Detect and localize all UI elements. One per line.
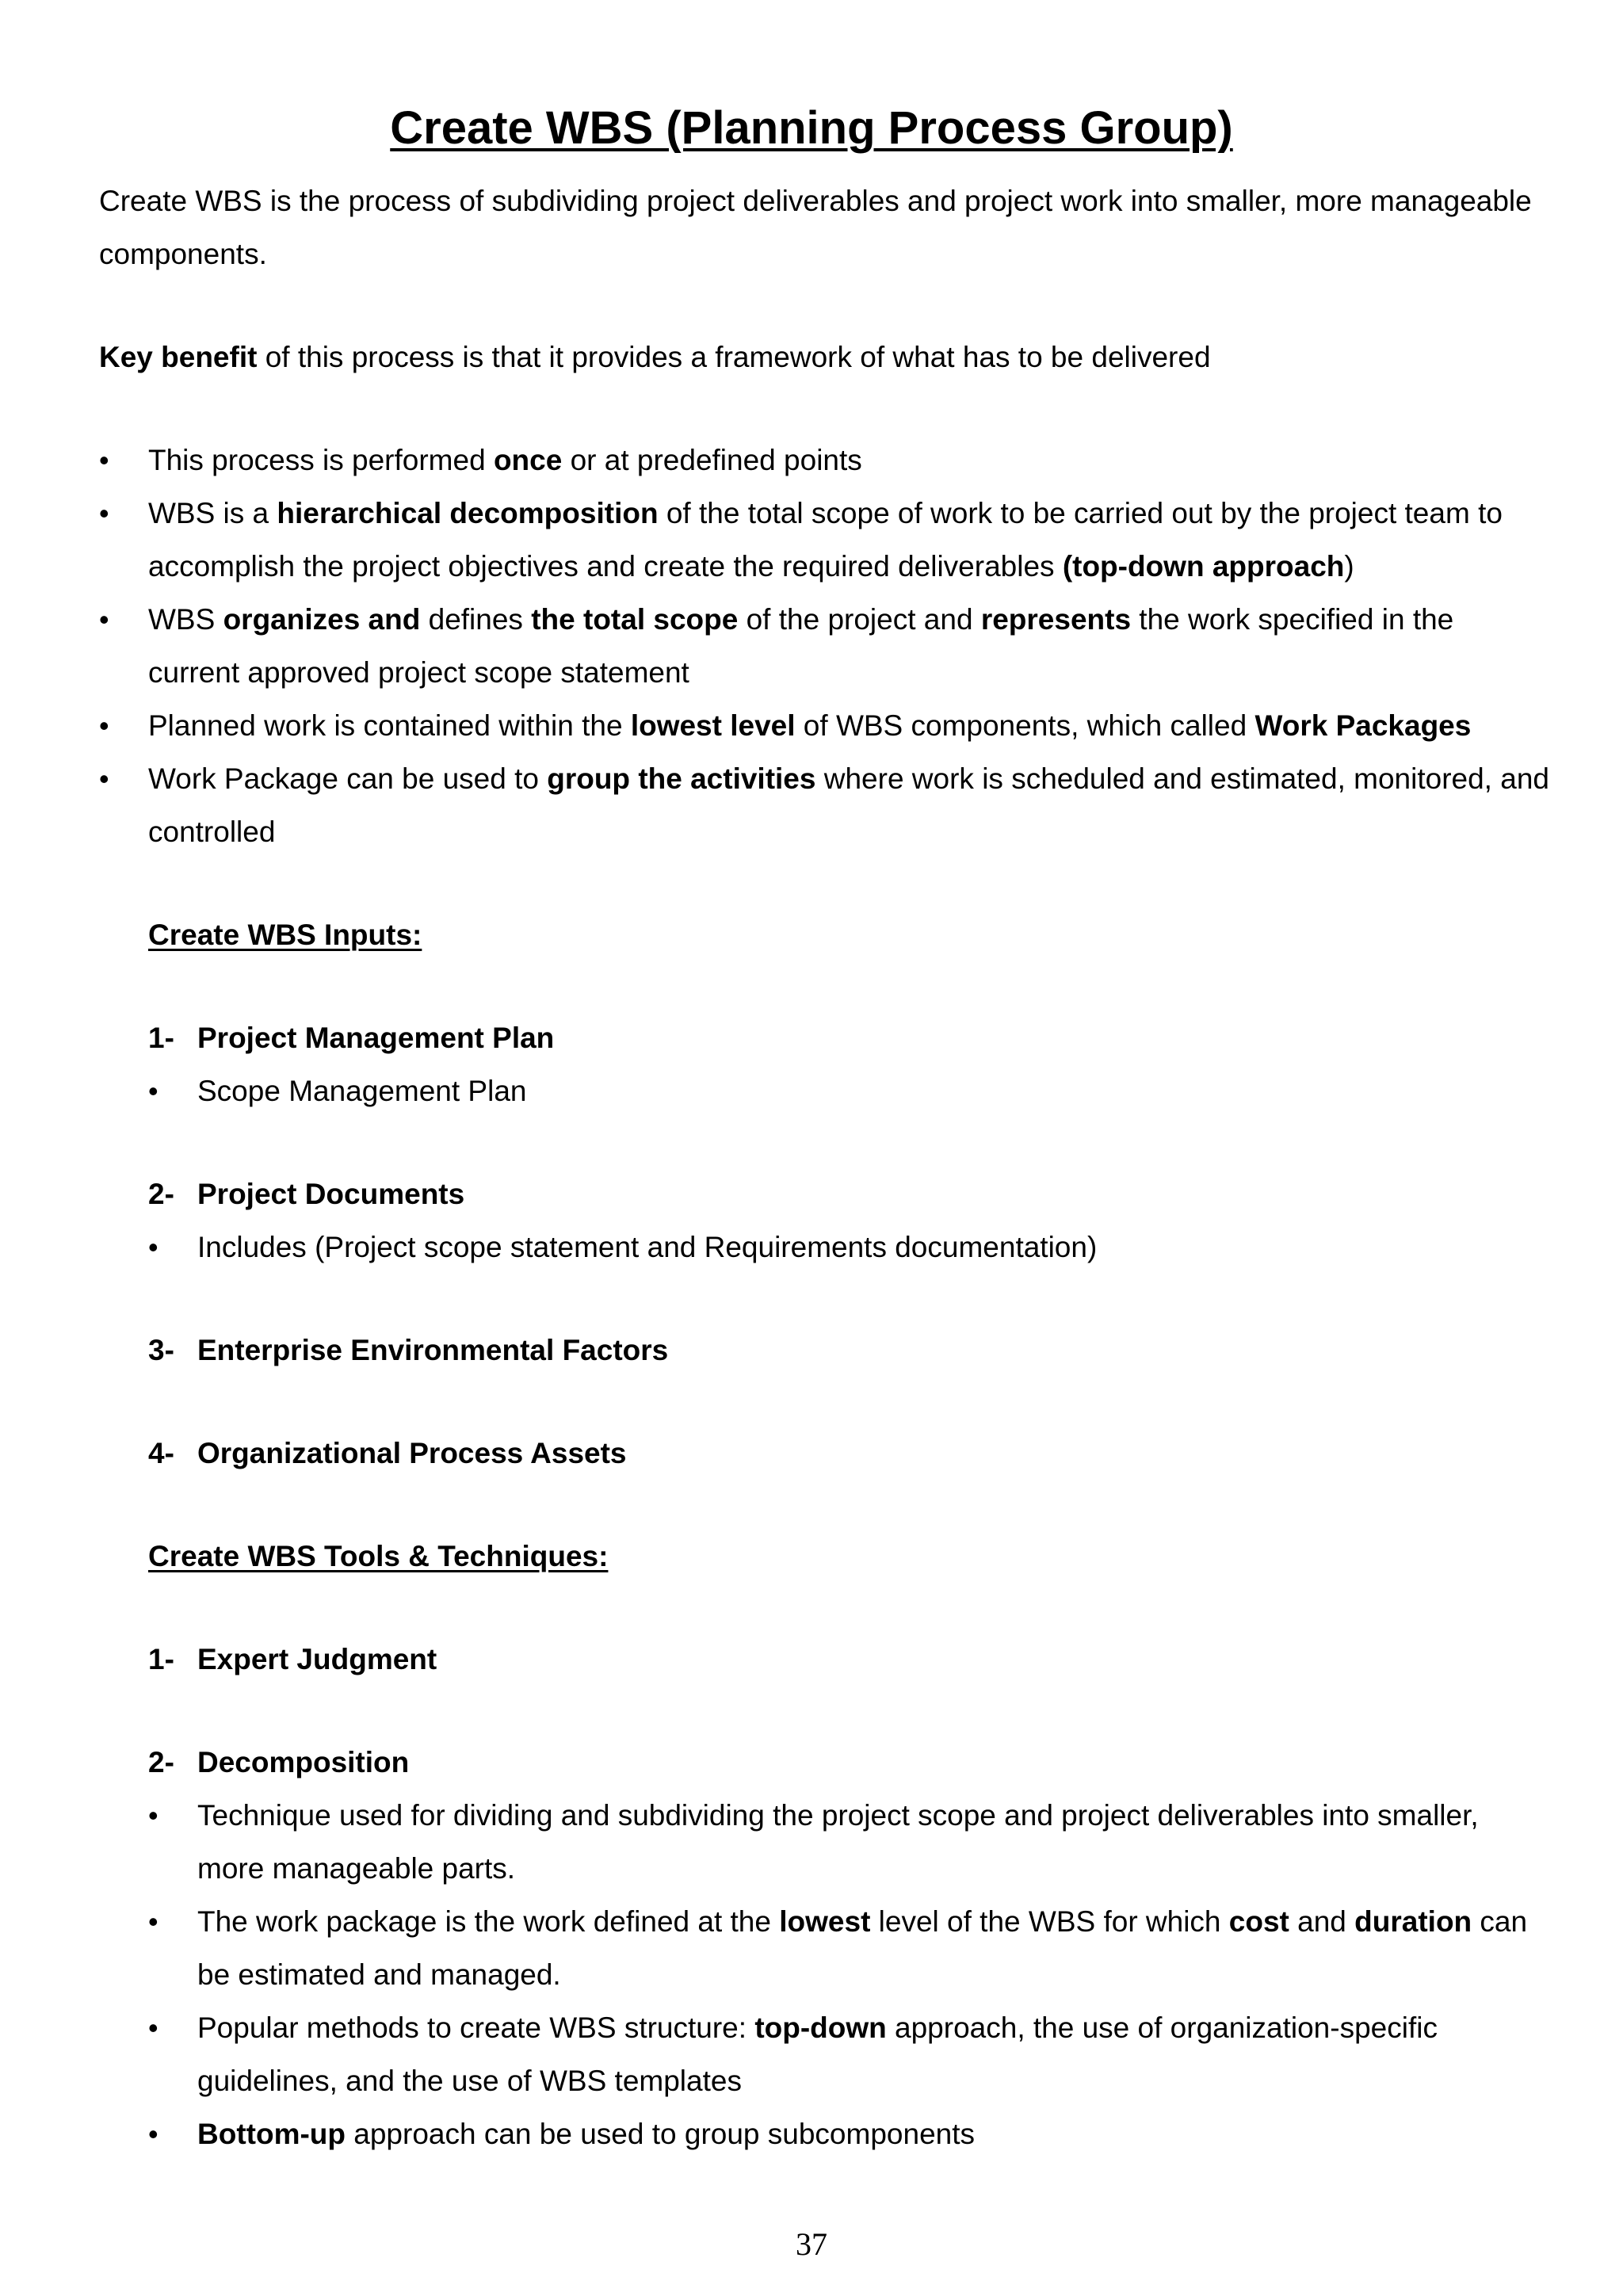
text-run: of the project and bbox=[738, 603, 981, 636]
bold-text: hierarchical decomposition bbox=[277, 497, 659, 529]
bold-text: duration bbox=[1354, 1905, 1472, 1938]
inputs-items bbox=[148, 1011, 1549, 1480]
text-run: or at predefined points bbox=[562, 444, 862, 476]
numbered-item bbox=[148, 1011, 1549, 1117]
bold-text: Bottom-up bbox=[197, 2118, 346, 2150]
intro-paragraph: Create WBS is the process of subdividing project deliverables and project work into smaller, more manageable components. bbox=[99, 185, 1532, 270]
item-label: Project Documents bbox=[197, 1178, 465, 1210]
item-label: Expert Judgment bbox=[197, 1643, 437, 1675]
bold-text: lowest bbox=[779, 1905, 871, 1938]
sub-bullet-list bbox=[148, 1221, 1549, 1274]
bullet-item bbox=[148, 1064, 1549, 1117]
text-run: Includes (Project scope statement and Requirements documentation) bbox=[197, 1231, 1098, 1263]
tools-items bbox=[148, 1633, 1549, 2160]
bullet-item bbox=[148, 1221, 1549, 1274]
inputs-heading: Create WBS Inputs: bbox=[148, 919, 422, 951]
item-label: Enterprise Environmental Factors bbox=[197, 1334, 669, 1366]
item-number: 1- bbox=[148, 1643, 174, 1675]
numbered-item bbox=[148, 1427, 1549, 1480]
text-run: can be estimated and managed. bbox=[197, 1905, 1528, 1991]
numbered-item-heading bbox=[148, 1167, 1549, 1221]
bullet-item bbox=[99, 699, 1549, 752]
tools-heading: Create WBS Tools & Techniques: bbox=[148, 1540, 609, 1572]
text-run: approach can be used to group subcomponents bbox=[346, 2118, 976, 2150]
bold-text: lowest level bbox=[630, 709, 796, 742]
bold-text: top-down bbox=[754, 2011, 887, 2044]
text-run: Scope Management Plan bbox=[197, 1075, 527, 1107]
numbered-item-heading bbox=[148, 1324, 1549, 1377]
bold-text: (top-down approach bbox=[1062, 550, 1345, 583]
page-number: 37 bbox=[796, 2226, 827, 2262]
text-run: This process is performed bbox=[148, 444, 494, 476]
text-run: approach, the use of organization-specific guidelines, and the use of WBS templates bbox=[197, 2011, 1438, 2097]
text-run: where work is scheduled and estimated, monitored, and controlled bbox=[148, 762, 1549, 848]
bullet-item bbox=[99, 434, 1549, 487]
sub-bullet-list bbox=[148, 1789, 1549, 2160]
numbered-item bbox=[148, 1324, 1549, 1377]
text-run: WBS bbox=[148, 603, 223, 636]
bullet-item bbox=[148, 2001, 1549, 2107]
bold-text: once bbox=[493, 444, 563, 476]
item-number: 1- bbox=[148, 1022, 174, 1054]
bullet-item bbox=[148, 2107, 1549, 2160]
text-run: defines bbox=[420, 603, 532, 636]
item-number: 3- bbox=[148, 1334, 174, 1366]
text-run: The work package is the work defined at the bbox=[197, 1905, 780, 1938]
numbered-item-heading bbox=[148, 1736, 1549, 1789]
sub-bullet-list bbox=[148, 1064, 1549, 1117]
text-run: of WBS components, which called bbox=[795, 709, 1255, 742]
bold-text: organizes and bbox=[223, 603, 421, 636]
numbered-item bbox=[148, 1167, 1549, 1274]
text-run: Technique used for dividing and subdividing the project scope and project deliverables into smaller, more manageable parts. bbox=[197, 1799, 1479, 1885]
item-label: Decomposition bbox=[197, 1746, 410, 1778]
text-run: level of the WBS for which bbox=[870, 1905, 1229, 1938]
numbered-item bbox=[148, 1736, 1549, 2160]
bullet-item bbox=[99, 593, 1549, 699]
bold-text: represents bbox=[980, 603, 1132, 636]
item-label: Organizational Process Assets bbox=[197, 1437, 627, 1469]
bullet-item bbox=[148, 1789, 1549, 1895]
text-run: ) bbox=[1344, 550, 1354, 583]
item-number: 2- bbox=[148, 1746, 174, 1778]
text-run: Work Package can be used to bbox=[148, 762, 548, 795]
bullet-item bbox=[148, 1895, 1549, 2001]
bullet-item bbox=[99, 752, 1549, 858]
text-run: of the total scope of work to be carried out by the project team to accomplish the project objectives and create the required deliverables bbox=[148, 497, 1503, 583]
text-run: Planned work is contained within the bbox=[148, 709, 631, 742]
inputs-section bbox=[99, 908, 1549, 1480]
page-title: Create WBS (Planning Process Group) bbox=[390, 102, 1233, 154]
numbered-item bbox=[148, 1633, 1549, 1686]
numbered-item-heading bbox=[148, 1427, 1549, 1480]
item-label: Project Management Plan bbox=[197, 1022, 555, 1054]
item-number: 2- bbox=[148, 1178, 174, 1210]
numbered-item-heading bbox=[148, 1011, 1549, 1064]
bold-text: cost bbox=[1228, 1905, 1289, 1938]
numbered-item-heading bbox=[148, 1633, 1549, 1686]
key-benefit-paragraph bbox=[99, 330, 1549, 384]
bold-text: group the activities bbox=[547, 762, 816, 795]
item-number: 4- bbox=[148, 1437, 174, 1469]
text-run: WBS is a bbox=[148, 497, 277, 529]
text-run: the work specified in the current approved project scope statement bbox=[148, 603, 1454, 689]
bold-text: Work Packages bbox=[1254, 709, 1472, 742]
text-run: and bbox=[1289, 1905, 1355, 1938]
page-content bbox=[99, 174, 1549, 2160]
tools-section bbox=[99, 1530, 1549, 2160]
key-benefit-label: Key benefit bbox=[99, 341, 258, 373]
bullet-item bbox=[99, 487, 1549, 593]
bold-text: the total scope bbox=[531, 603, 739, 636]
key-benefit-text: of this process is that it provides a framework of what has to be delivered bbox=[257, 341, 1211, 373]
main-bullet-list bbox=[99, 434, 1549, 858]
text-run: Popular methods to create WBS structure: bbox=[197, 2011, 755, 2044]
